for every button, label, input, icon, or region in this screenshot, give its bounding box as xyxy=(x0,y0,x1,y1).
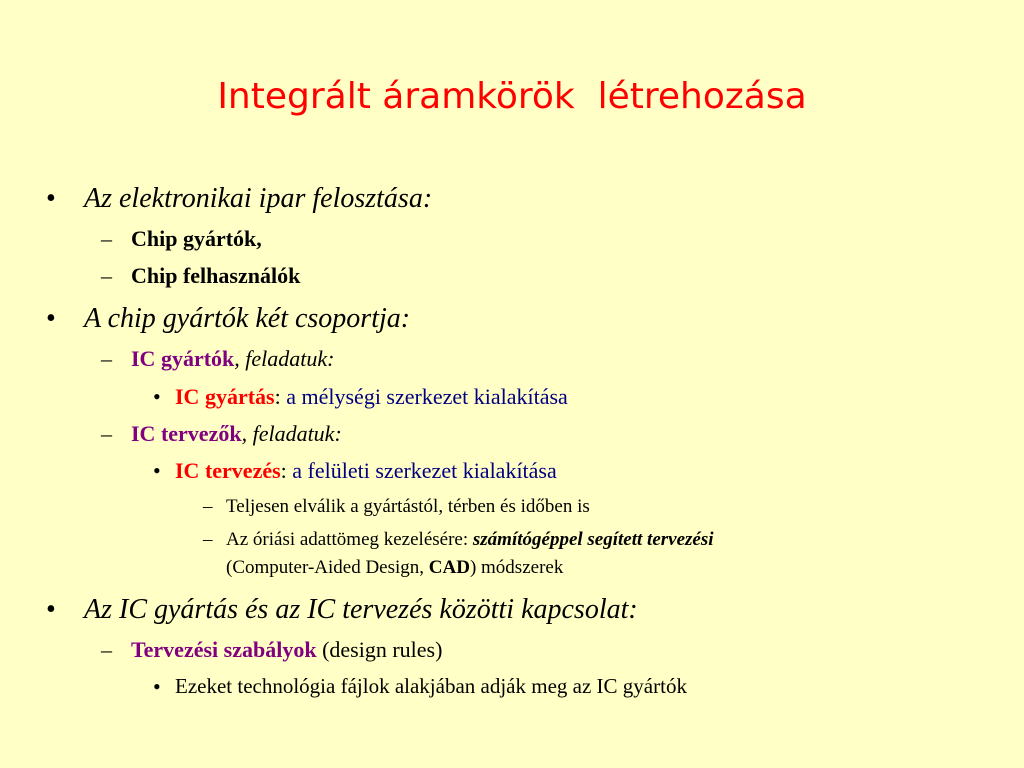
item-chip-users: Chip felhasználók xyxy=(131,263,301,288)
dash-marker: – xyxy=(101,637,112,662)
item-ic-manufacturers xyxy=(131,346,334,372)
dash-marker: – xyxy=(203,529,213,550)
bullet-marker: • xyxy=(46,183,56,214)
item-data-handling-cont xyxy=(226,557,563,579)
ic-design-label: IC tervezés xyxy=(175,458,281,483)
item-design-rules xyxy=(131,637,442,663)
ic-manufacturing-label: IC gyártás xyxy=(175,384,275,409)
data-handling-text: Az óriási adattömeg kezelésére: xyxy=(226,529,473,550)
bullet-two-groups: A chip gyártók két csoportja: xyxy=(84,303,411,334)
bullet-marker: • xyxy=(46,594,56,625)
dash-marker: – xyxy=(101,226,112,251)
dash-marker: – xyxy=(203,496,213,517)
cad-methods: ) módszerek xyxy=(469,557,564,578)
cad-term-hungarian: számítógéppel segített tervezési xyxy=(472,529,714,550)
dash-marker: – xyxy=(101,421,112,446)
cad-abbreviation: CAD xyxy=(428,557,470,578)
slide-title: Integrált áramkörök létrehozása xyxy=(217,76,807,117)
design-rules-label: Tervezési szabályok xyxy=(131,637,317,662)
ic-design-sep: : xyxy=(280,458,287,483)
item-ic-designers xyxy=(131,421,342,447)
dash-marker: – xyxy=(101,346,112,371)
ic-designers-suffix: , feladatuk: xyxy=(241,421,342,446)
item-data-handling xyxy=(226,529,714,551)
bullet-marker: • xyxy=(153,384,161,409)
item-separated-from-manufacturing: Teljesen elválik a gyártástól, térben és időben is xyxy=(226,496,590,517)
ic-manufacturers-label: IC gyártók xyxy=(131,346,235,371)
item-ic-design-task xyxy=(175,458,557,484)
bullet-marker: • xyxy=(153,458,161,483)
ic-design-text: a felületi szerkezet kialakítása xyxy=(286,458,557,483)
item-technology-files: Ezeket technológia fájlok alakjában adják meg az IC gyártók xyxy=(175,674,687,698)
dash-marker: – xyxy=(101,263,112,288)
bullet-relationship: Az IC gyártás és az IC tervezés közötti kapcsolat: xyxy=(84,594,638,625)
design-rules-suffix: (design rules) xyxy=(316,637,443,662)
ic-designers-label: IC tervezők xyxy=(131,421,242,446)
bullet-marker: • xyxy=(46,303,56,334)
bullet-marker: • xyxy=(153,674,161,699)
item-ic-manufacturing-task xyxy=(175,384,568,410)
cad-expansion: (Computer-Aided Design, xyxy=(226,557,429,578)
ic-manufacturing-text: a mélységi szerkezet kialakítása xyxy=(280,384,568,409)
ic-manufacturing-sep: : xyxy=(274,384,281,409)
bullet-industry-split: Az elektronikai ipar felosztása: xyxy=(84,183,433,214)
item-chip-manufacturers: Chip gyártók, xyxy=(131,226,262,251)
ic-manufacturers-suffix: , feladatuk: xyxy=(234,346,335,371)
